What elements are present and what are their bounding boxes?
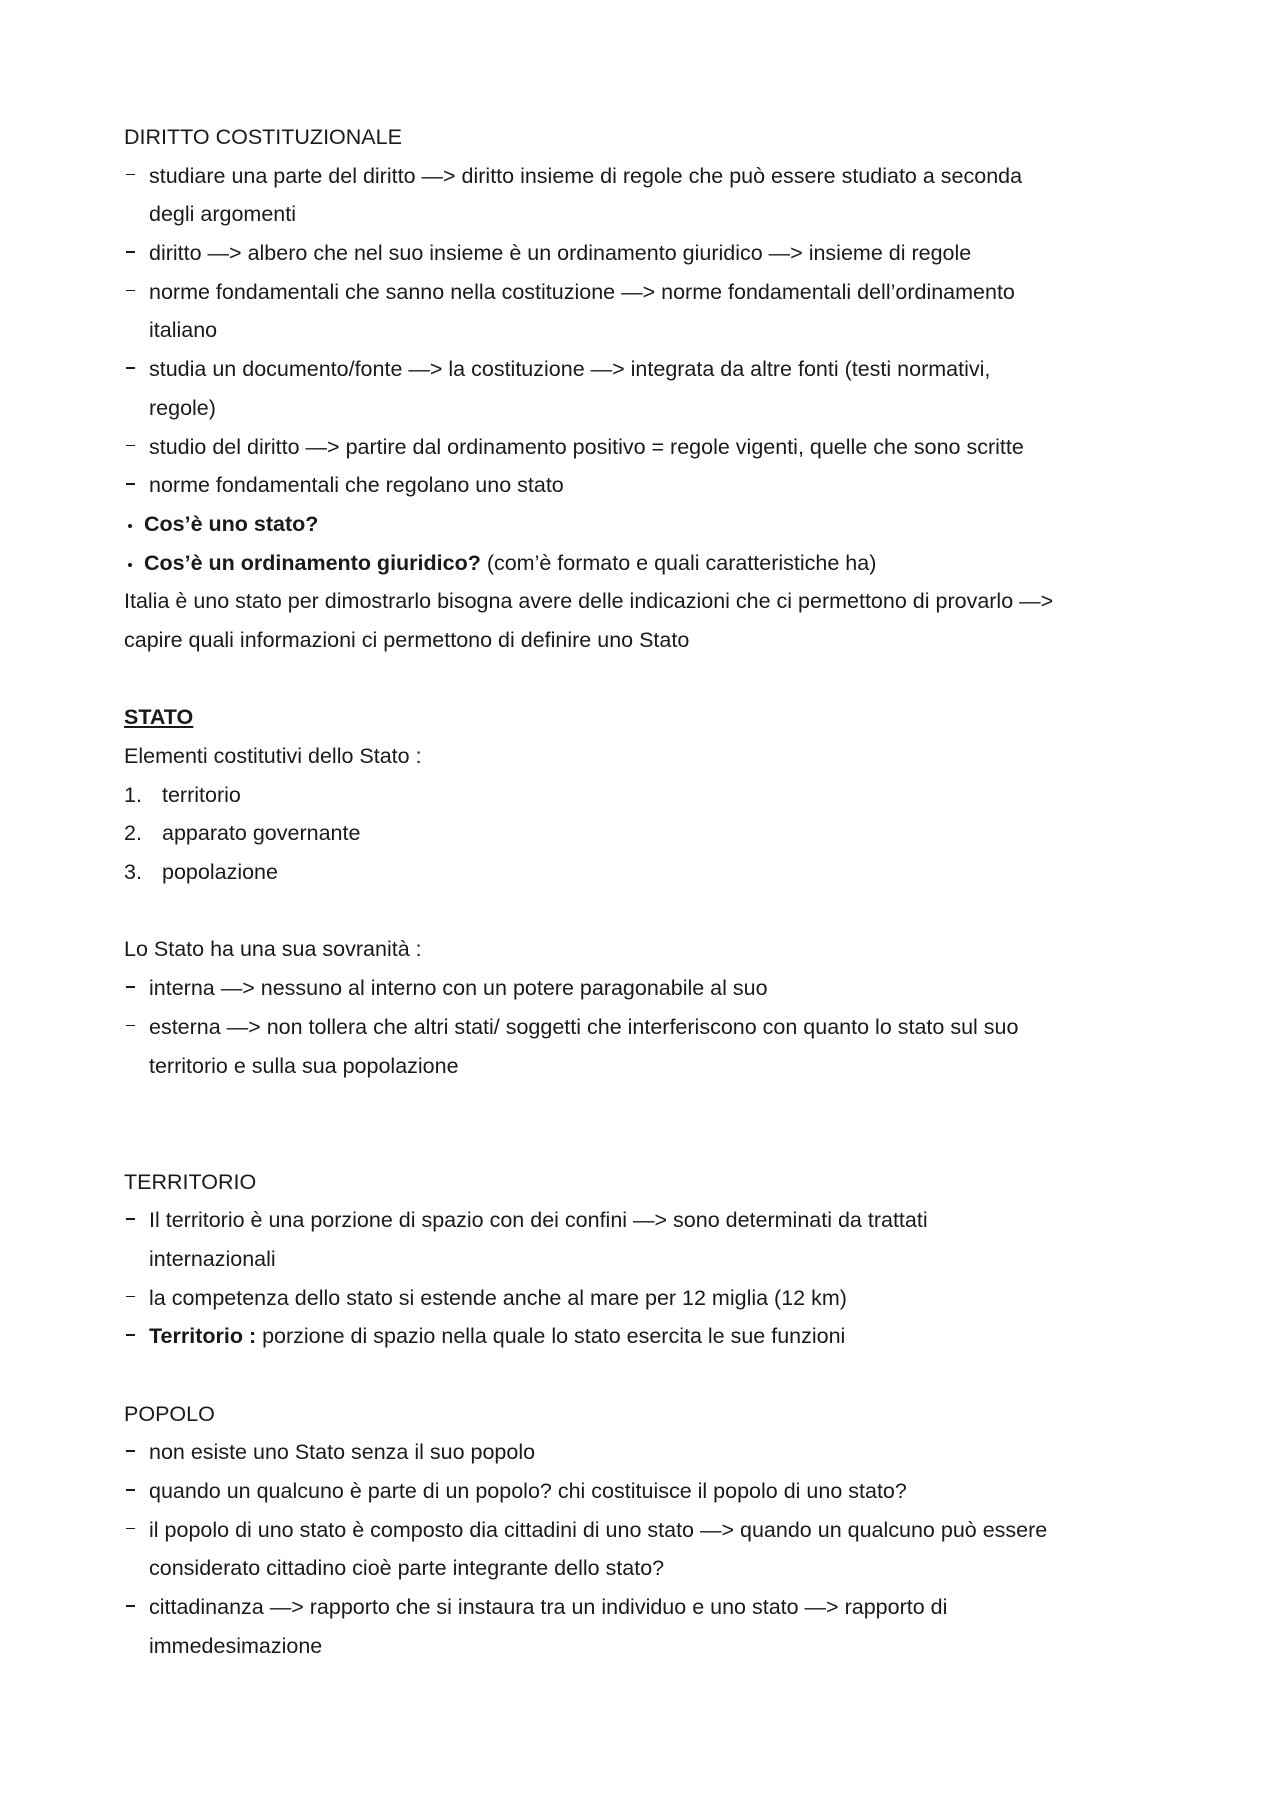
section-heading-popolo: POPOLO (124, 1401, 215, 1426)
document-page (124, 118, 1184, 1666)
dash-bullet-icon (124, 1588, 138, 1627)
list-item: la competenza dello stato si estende anche al mare per 12 miglia (12 km) (124, 1279, 1184, 1318)
document-title: DIRITTO COSTITUZIONALE (124, 125, 402, 149)
list-item: non esiste uno Stato senza il suo popolo (124, 1433, 1184, 1472)
question-item: Cos’è un ordinamento giuridico? (com’è formato e quali caratteristiche ha) (124, 544, 1184, 583)
list-item: studio del diritto —> partire dal ordinamento positivo = regole vigenti, quelle che sono scritte (124, 428, 1184, 467)
numbered-item: 3. popolazione (124, 860, 278, 885)
dash-bullet-icon (124, 1008, 138, 1047)
list-item: cittadinanza —> rapporto che si instaura tra un individuo e uno stato —> rapporto di immedesimazione (124, 1588, 1184, 1665)
dash-bullet-icon (124, 234, 138, 273)
dash-bullet-icon (124, 466, 138, 505)
numbered-item: 1. territorio (124, 782, 241, 807)
territorio-list (124, 1201, 1184, 1356)
dash-bullet-icon (124, 273, 138, 312)
intro-paragraph: Italia è uno stato per dimostrarlo bisogna avere delle indicazioni che ci permettono di provarlo —> capire quali informazioni ci permettono di definire uno Stato (124, 589, 1054, 652)
dash-bullet-icon (124, 1279, 138, 1318)
dash-bullet-icon (124, 1201, 138, 1240)
list-item: norme fondamentali che regolano uno stato (124, 466, 1184, 505)
list-item: studiare una parte del diritto —> diritto insieme di regole che può essere studiato a seconda degli argomenti (124, 157, 1184, 234)
list-item: esterna —> non tollera che altri stati/ soggetti che interferiscono con quanto lo stato sul suo territorio e sulla sua popolazione (124, 1008, 1184, 1085)
elements-label: Elementi costitutivi dello Stato : (124, 744, 422, 768)
list-item: Il territorio è una porzione di spazio con dei confini —> sono determinati da trattati internazionali (124, 1201, 1184, 1278)
list-item: studia un documento/fonte —> la costituzione —> integrata da altre fonti (testi normativi, regole) (124, 350, 1184, 427)
intro-list (124, 157, 1184, 505)
sovranita-label: Lo Stato ha una sua sovranità : (124, 937, 422, 962)
dash-bullet-icon (124, 350, 138, 389)
list-item: interna —> nessuno al interno con un potere paragonabile al suo (124, 969, 1184, 1008)
list-item: Territorio : porzione di spazio nella quale lo stato esercita le sue funzioni (124, 1317, 1184, 1356)
dash-bullet-icon (124, 1511, 138, 1550)
dash-bullet-icon (124, 969, 138, 1008)
dash-bullet-icon (124, 1472, 138, 1511)
dash-bullet-icon (124, 1433, 138, 1472)
elements-list (124, 776, 1184, 892)
question-item: Cos’è uno stato? (124, 505, 1184, 544)
dot-bullet-icon (126, 505, 138, 544)
dot-bullet-icon (126, 544, 138, 583)
sovranita-list (124, 969, 1184, 1085)
dash-bullet-icon (124, 1317, 138, 1356)
section-heading-stato: STATO (124, 705, 194, 730)
popolo-list (124, 1433, 1184, 1665)
list-item: il popolo di uno stato è composto dia cittadini di uno stato —> quando un qualcuno può essere considerato cittadino cioè parte integrante dello stato? (124, 1511, 1184, 1588)
dash-bullet-icon (124, 428, 138, 467)
list-item: diritto —> albero che nel suo insieme è un ordinamento giuridico —> insieme di regole (124, 234, 1184, 273)
numbered-item: 2. apparato governante (124, 821, 361, 846)
questions-list (124, 505, 1184, 582)
section-heading-territorio: TERRITORIO (124, 1169, 257, 1194)
dash-bullet-icon (124, 157, 138, 196)
list-item: norme fondamentali che sanno nella costituzione —> norme fondamentali dell’ordinamento italiano (124, 273, 1184, 350)
list-item: quando un qualcuno è parte di un popolo? chi costituisce il popolo di uno stato? (124, 1472, 1184, 1511)
